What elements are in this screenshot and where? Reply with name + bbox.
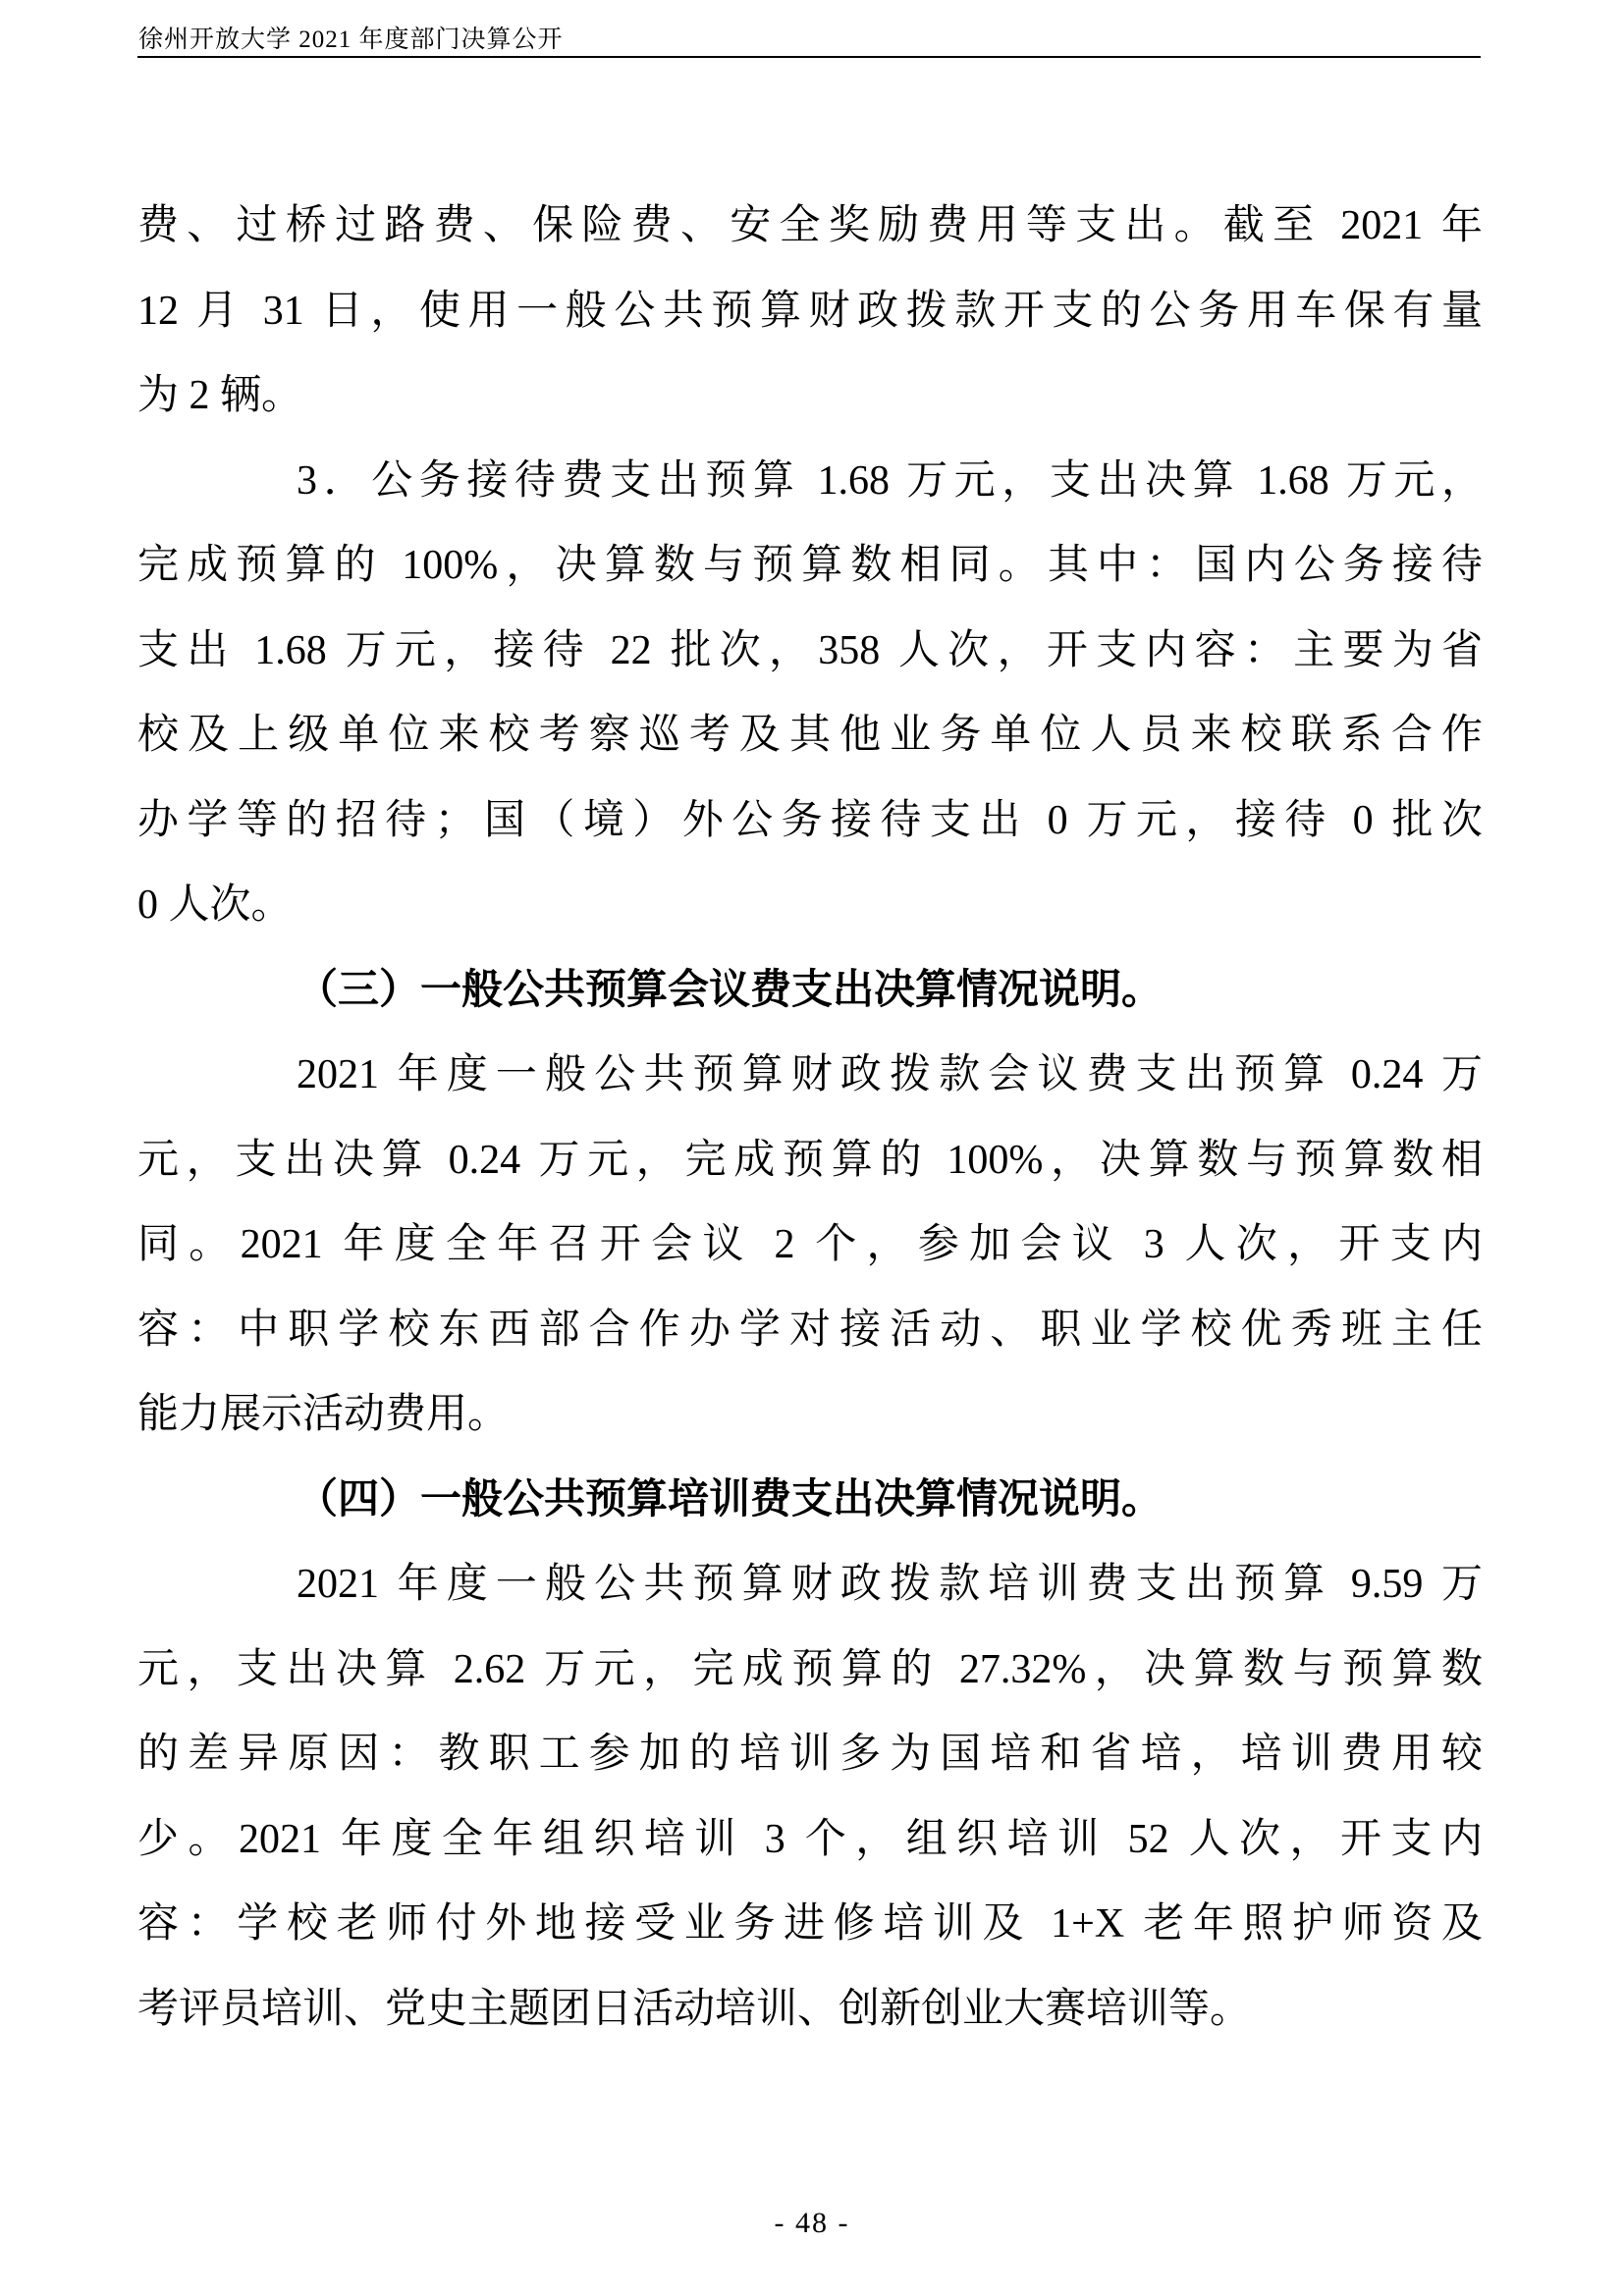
section-heading-4: （四）一般公共预算培训费支出决算情况说明。 xyxy=(297,1476,1164,1522)
header-title: 徐州开放大学 2021 年度部门决算公开 xyxy=(138,27,564,53)
text-line: 容：中职学校东西部合作办学对接活动、职业学校优秀班主任 xyxy=(137,1307,1483,1353)
text-line: 元，支出决算 2.62 万元，完成预算的 27.32%，决算数与预算数 xyxy=(137,1646,1483,1692)
text-line: 3．公务接待费支出预算 1.68 万元，支出决算 1.68 万元， xyxy=(297,457,1483,504)
text-line: 0 人次。 xyxy=(137,882,293,928)
text-line: 2021 年度一般公共预算财政拨款会议费支出预算 0.24 万 xyxy=(297,1052,1483,1097)
text-line: 完成预算的 100%，决算数与预算数相同。其中：国内公务接待 xyxy=(137,543,1483,588)
text-line: 费、过桥过路费、保险费、安全奖励费用等支出。截至 2021 年 xyxy=(137,203,1483,248)
text-line: 考评员培训、党史主题团日活动培训、创新创业大赛培训等。 xyxy=(137,1986,1252,2032)
document-body xyxy=(137,184,1483,2052)
text-line: 容：学校老师付外地接受业务进修培训及 1+X 老年照护师资及 xyxy=(137,1901,1483,1947)
text-line: 同。2021 年度全年召开会议 2 个，参加会议 3 人次，开支内 xyxy=(137,1222,1483,1267)
section-heading-3: （三）一般公共预算会议费支出决算情况说明。 xyxy=(297,967,1164,1013)
text-line: 12 月 31 日，使用一般公共预算财政拨款开支的公务用车保有量 xyxy=(137,288,1483,334)
text-line: 的差异原因：教职工参加的培训多为国培和省培，培训费用较 xyxy=(137,1732,1483,1777)
text-line: 支出 1.68 万元，接待 22 批次，358 人次，开支内容：主要为省 xyxy=(137,627,1483,673)
text-line: 2021 年度一般公共预算财政拨款培训费支出预算 9.59 万 xyxy=(297,1562,1483,1607)
text-line: 为 2 辆。 xyxy=(137,373,303,418)
footer-page-number: - 48 - xyxy=(774,2207,850,2239)
text-line: 能力展示活动费用。 xyxy=(137,1392,510,1437)
header-divider xyxy=(137,56,1481,58)
text-line: 少。2021 年度全年组织培训 3 个，组织培训 52 人次，开支内 xyxy=(137,1816,1483,1862)
text-line: 办学等的招待；国（境）外公务接待支出 0 万元，接待 0 批次 xyxy=(137,797,1483,843)
text-line: 元，支出决算 0.24 万元，完成预算的 100%，决算数与预算数相 xyxy=(137,1137,1483,1183)
text-line: 校及上级单位来校考察巡考及其他业务单位人员来校联系合作 xyxy=(137,713,1483,758)
